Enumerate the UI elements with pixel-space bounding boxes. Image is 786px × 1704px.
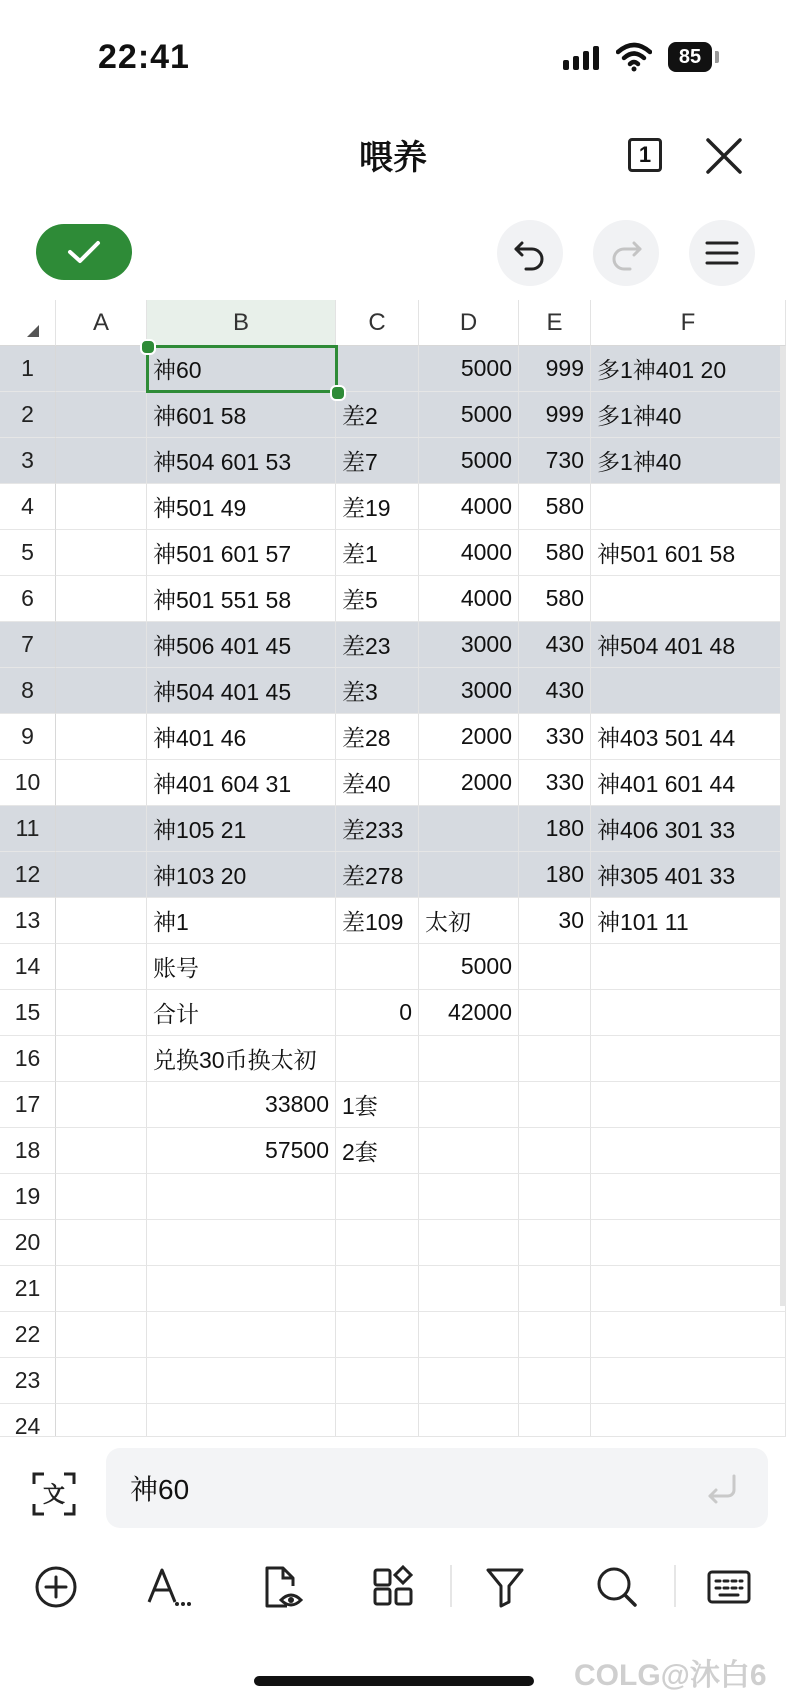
cell-text: 4000 xyxy=(460,493,512,519)
cell-E19[interactable] xyxy=(519,1174,591,1220)
cell-text: 神401 604 31 xyxy=(153,771,292,797)
cell-text: 580 xyxy=(545,539,584,565)
cell-D20[interactable] xyxy=(419,1220,519,1266)
cell-text: 账号 xyxy=(153,955,199,981)
cell-text: 差2 xyxy=(342,403,378,429)
column-header-B[interactable]: B xyxy=(147,300,336,346)
cell-E9[interactable] xyxy=(519,714,591,760)
cell-A2[interactable] xyxy=(56,392,147,438)
cell-A5[interactable] xyxy=(56,530,147,576)
cell-C19[interactable] xyxy=(336,1174,419,1220)
row-header-10[interactable]: 10 xyxy=(0,760,56,806)
tab-count-button[interactable]: 1 xyxy=(628,138,662,172)
row-header-13[interactable]: 13 xyxy=(0,898,56,944)
cell-E18[interactable] xyxy=(519,1128,591,1174)
search-icon xyxy=(595,1565,639,1609)
cell-C20[interactable] xyxy=(336,1220,419,1266)
cell-text: 999 xyxy=(545,355,584,381)
cell-text: 差233 xyxy=(342,817,404,843)
cell-F8[interactable] xyxy=(591,668,786,714)
search-button[interactable] xyxy=(590,1560,644,1614)
cell-text: 神506 401 45 xyxy=(153,633,292,659)
cell-text: 神601 58 xyxy=(153,403,247,429)
cell-F10[interactable] xyxy=(591,760,786,806)
cell-text: 430 xyxy=(545,631,584,657)
column-header-D[interactable]: D xyxy=(419,300,519,346)
cell-text: 差7 xyxy=(342,449,378,475)
cell-D23[interactable] xyxy=(419,1358,519,1404)
cell-D5[interactable] xyxy=(419,530,519,576)
cell-text: 5000 xyxy=(460,447,512,473)
watermark: COLG@沐白6 xyxy=(574,1659,767,1692)
cell-F17[interactable] xyxy=(591,1082,786,1128)
apps-button[interactable] xyxy=(366,1560,420,1614)
cell-A24[interactable] xyxy=(56,1404,147,1436)
cell-C10[interactable] xyxy=(336,760,419,806)
cell-text: 57500 xyxy=(265,1137,329,1163)
cell-E8[interactable] xyxy=(519,668,591,714)
hamburger-menu-icon xyxy=(705,239,739,267)
cell-text: 差1 xyxy=(342,541,378,567)
cell-C6[interactable] xyxy=(336,576,419,622)
insert-button[interactable] xyxy=(29,1560,83,1614)
vertical-scrollbar[interactable] xyxy=(780,346,786,1306)
cell-B21[interactable] xyxy=(147,1266,336,1312)
cell-text: 神501 49 xyxy=(153,495,247,521)
cell-D21[interactable] xyxy=(419,1266,519,1312)
cell-text: 999 xyxy=(545,401,584,427)
cell-B6[interactable] xyxy=(147,576,336,622)
battery-nub xyxy=(715,51,719,63)
cell-F5[interactable] xyxy=(591,530,786,576)
cell-text: 5000 xyxy=(460,355,512,381)
cell-C1[interactable] xyxy=(336,346,419,392)
cell-B14[interactable] xyxy=(147,944,336,990)
cell-text: 差19 xyxy=(342,495,391,521)
cell-C21[interactable] xyxy=(336,1266,419,1312)
cell-A13[interactable] xyxy=(56,898,147,944)
cell-D19[interactable] xyxy=(419,1174,519,1220)
cell-text: 430 xyxy=(545,677,584,703)
cell-E21[interactable] xyxy=(519,1266,591,1312)
cell-A12[interactable] xyxy=(56,852,147,898)
cell-A22[interactable] xyxy=(56,1312,147,1358)
cell-E13[interactable] xyxy=(519,898,591,944)
cell-text: 5000 xyxy=(460,953,512,979)
cell-A21[interactable] xyxy=(56,1266,147,1312)
row-header-16[interactable]: 16 xyxy=(0,1036,56,1082)
row-header-19[interactable]: 19 xyxy=(0,1174,56,1220)
cell-A19[interactable] xyxy=(56,1174,147,1220)
cell-E12[interactable] xyxy=(519,852,591,898)
cell-F22[interactable] xyxy=(591,1312,786,1358)
cell-B23[interactable] xyxy=(147,1358,336,1404)
cell-D12[interactable] xyxy=(419,852,519,898)
cell-D18[interactable] xyxy=(419,1128,519,1174)
text-recognition-icon[interactable] xyxy=(30,1470,78,1518)
cell-F2[interactable] xyxy=(591,392,786,438)
cell-B20[interactable] xyxy=(147,1220,336,1266)
row-header-2[interactable]: 2 xyxy=(0,392,56,438)
cell-text: 差23 xyxy=(342,633,391,659)
column-header-E[interactable]: E xyxy=(519,300,591,346)
battery-indicator: 85 xyxy=(668,42,712,72)
cell-B5[interactable] xyxy=(147,530,336,576)
cell-A6[interactable] xyxy=(56,576,147,622)
cell-text: 神406 301 33 xyxy=(597,817,736,843)
cell-F4[interactable] xyxy=(591,484,786,530)
toolbar-separator xyxy=(674,1565,676,1607)
row-header-14[interactable]: 14 xyxy=(0,944,56,990)
row-header-17[interactable]: 17 xyxy=(0,1082,56,1128)
cell-A11[interactable] xyxy=(56,806,147,852)
cell-F6[interactable] xyxy=(591,576,786,622)
cell-text: 多1神401 20 xyxy=(597,357,727,383)
cell-E17[interactable] xyxy=(519,1082,591,1128)
cell-E7[interactable] xyxy=(519,622,591,668)
row-header-21[interactable]: 21 xyxy=(0,1266,56,1312)
cell-D9[interactable] xyxy=(419,714,519,760)
cell-E23[interactable] xyxy=(519,1358,591,1404)
row-header-1[interactable]: 1 xyxy=(0,346,56,392)
document-title: 喂养 xyxy=(359,139,427,177)
cell-E20[interactable] xyxy=(519,1220,591,1266)
corner-triangle-icon xyxy=(25,323,41,339)
redo-button[interactable] xyxy=(593,220,659,286)
cell-E5[interactable] xyxy=(519,530,591,576)
cell-E4[interactable] xyxy=(519,484,591,530)
cell-E2[interactable] xyxy=(519,392,591,438)
cell-C9[interactable] xyxy=(336,714,419,760)
cell-B9[interactable] xyxy=(147,714,336,760)
cell-D3[interactable] xyxy=(419,438,519,484)
cell-text: 神504 401 45 xyxy=(153,679,292,705)
cell-A3[interactable] xyxy=(56,438,147,484)
status-time: 22:41 xyxy=(98,38,190,76)
cell-B24[interactable] xyxy=(147,1404,336,1436)
cell-D13[interactable] xyxy=(419,898,519,944)
cell-F15[interactable] xyxy=(591,990,786,1036)
cell-text: 0 xyxy=(399,999,412,1025)
text-format-icon xyxy=(145,1564,191,1610)
cell-text: 神305 401 33 xyxy=(597,863,736,889)
cell-A16[interactable] xyxy=(56,1036,147,1082)
cell-F14[interactable] xyxy=(591,944,786,990)
cell-text: 神401 601 44 xyxy=(597,771,736,797)
preview-button[interactable] xyxy=(256,1560,310,1614)
cell-C3[interactable] xyxy=(336,438,419,484)
cell-text: 180 xyxy=(545,815,584,841)
cell-text: 2套 xyxy=(342,1139,378,1165)
select-all-corner[interactable] xyxy=(0,300,56,346)
cell-C5[interactable] xyxy=(336,530,419,576)
cell-C12[interactable] xyxy=(336,852,419,898)
row-header-18[interactable]: 18 xyxy=(0,1128,56,1174)
cell-A9[interactable] xyxy=(56,714,147,760)
row-header-20[interactable]: 20 xyxy=(0,1220,56,1266)
cell-text: 合计 xyxy=(153,1001,199,1027)
cell-D11[interactable] xyxy=(419,806,519,852)
cell-text: 神501 601 57 xyxy=(153,541,292,567)
cell-text: 1套 xyxy=(342,1093,378,1119)
cell-B11[interactable] xyxy=(147,806,336,852)
formula-input[interactable]: 神60 xyxy=(106,1448,768,1528)
row-header-6[interactable]: 6 xyxy=(0,576,56,622)
cell-A7[interactable] xyxy=(56,622,147,668)
cell-F20[interactable] xyxy=(591,1220,786,1266)
cell-E1[interactable] xyxy=(519,346,591,392)
cell-A14[interactable] xyxy=(56,944,147,990)
cell-C22[interactable] xyxy=(336,1312,419,1358)
cell-A20[interactable] xyxy=(56,1220,147,1266)
cell-C15[interactable] xyxy=(336,990,419,1036)
cell-D4[interactable] xyxy=(419,484,519,530)
cell-B22[interactable] xyxy=(147,1312,336,1358)
filter-icon xyxy=(484,1566,526,1608)
add-circle-icon xyxy=(34,1565,78,1609)
selected-cell-B1[interactable] xyxy=(146,345,338,393)
row-header-5[interactable]: 5 xyxy=(0,530,56,576)
column-header-F[interactable]: F xyxy=(591,300,786,346)
cell-B8[interactable] xyxy=(147,668,336,714)
cell-text: 差3 xyxy=(342,679,378,705)
cell-C11[interactable] xyxy=(336,806,419,852)
cell-text: 180 xyxy=(545,861,584,887)
cell-A1[interactable] xyxy=(56,346,147,392)
cell-D22[interactable] xyxy=(419,1312,519,1358)
cell-F13[interactable] xyxy=(591,898,786,944)
cell-A23[interactable] xyxy=(56,1358,147,1404)
cell-D1[interactable] xyxy=(419,346,519,392)
cell-text: 神501 601 58 xyxy=(597,541,736,567)
cell-E24[interactable] xyxy=(519,1404,591,1436)
status-bar xyxy=(0,0,786,110)
cell-text: 神103 20 xyxy=(153,863,247,889)
cell-C7[interactable] xyxy=(336,622,419,668)
cell-D16[interactable] xyxy=(419,1036,519,1082)
cell-text: 神504 601 53 xyxy=(153,449,292,475)
cell-text: 神504 401 48 xyxy=(597,633,736,659)
cell-F18[interactable] xyxy=(591,1128,786,1174)
row-header-11[interactable]: 11 xyxy=(0,806,56,852)
check-icon xyxy=(66,238,102,266)
filter-button[interactable] xyxy=(478,1560,532,1614)
cell-E16[interactable] xyxy=(519,1036,591,1082)
cell-text: 神1 xyxy=(153,909,189,935)
cell-E22[interactable] xyxy=(519,1312,591,1358)
cell-text: 42000 xyxy=(448,999,512,1025)
cell-D8[interactable] xyxy=(419,668,519,714)
cell-text: 差5 xyxy=(342,587,378,613)
row-header-22[interactable]: 22 xyxy=(0,1312,56,1358)
column-header-A[interactable]: A xyxy=(56,300,147,346)
cell-E3[interactable] xyxy=(519,438,591,484)
cell-text: 30 xyxy=(558,907,584,933)
cell-text: 330 xyxy=(545,723,584,749)
cell-A4[interactable] xyxy=(56,484,147,530)
selection-handle-top-left[interactable] xyxy=(140,339,156,355)
cell-E10[interactable] xyxy=(519,760,591,806)
cell-F1[interactable] xyxy=(591,346,786,392)
cell-text: 太初 xyxy=(425,909,471,935)
cell-F21[interactable] xyxy=(591,1266,786,1312)
cell-text: 580 xyxy=(545,493,584,519)
redo-icon xyxy=(608,235,644,271)
cell-F12[interactable] xyxy=(591,852,786,898)
cell-D24[interactable] xyxy=(419,1404,519,1436)
cell-text: 差278 xyxy=(342,863,404,889)
cell-E14[interactable] xyxy=(519,944,591,990)
doc-preview-icon xyxy=(261,1564,305,1610)
row-header-23[interactable]: 23 xyxy=(0,1358,56,1404)
cell-text: 5000 xyxy=(460,401,512,427)
column-header-C[interactable]: C xyxy=(336,300,419,346)
cell-E15[interactable] xyxy=(519,990,591,1036)
row-header-7[interactable]: 7 xyxy=(0,622,56,668)
cell-F19[interactable] xyxy=(591,1174,786,1220)
cell-B17[interactable] xyxy=(147,1082,336,1128)
row-header-24[interactable]: 24 xyxy=(0,1404,56,1436)
cell-B18[interactable] xyxy=(147,1128,336,1174)
menu-button[interactable] xyxy=(689,220,755,286)
cell-A10[interactable] xyxy=(56,760,147,806)
cell-F7[interactable] xyxy=(591,622,786,668)
cell-text: 差109 xyxy=(342,909,404,935)
cell-D2[interactable] xyxy=(419,392,519,438)
cell-D6[interactable] xyxy=(419,576,519,622)
cell-C18[interactable] xyxy=(336,1128,419,1174)
cell-B7[interactable] xyxy=(147,622,336,668)
cell-D10[interactable] xyxy=(419,760,519,806)
confirm-button[interactable] xyxy=(36,224,132,280)
cell-C2[interactable] xyxy=(336,392,419,438)
cellular-signal-icon xyxy=(563,46,603,70)
row-header-15[interactable]: 15 xyxy=(0,990,56,1036)
cell-text: 兑换30币换太初 xyxy=(153,1047,317,1073)
cell-F23[interactable] xyxy=(591,1358,786,1404)
cell-text: 3000 xyxy=(460,631,512,657)
cell-text: 神403 501 44 xyxy=(597,725,736,751)
cell-text: 4000 xyxy=(460,585,512,611)
row-header-3[interactable]: 3 xyxy=(0,438,56,484)
cell-D17[interactable] xyxy=(419,1082,519,1128)
cell-F24[interactable] xyxy=(591,1404,786,1436)
text-format-button[interactable] xyxy=(141,1560,195,1614)
cell-F11[interactable] xyxy=(591,806,786,852)
cell-C13[interactable] xyxy=(336,898,419,944)
cell-text: 3000 xyxy=(460,677,512,703)
cell-D15[interactable] xyxy=(419,990,519,1036)
cell-B3[interactable] xyxy=(147,438,336,484)
cell-text: 33800 xyxy=(265,1091,329,1117)
enter-icon[interactable] xyxy=(704,1472,742,1508)
cell-E6[interactable] xyxy=(519,576,591,622)
keyboard-button[interactable] xyxy=(702,1560,756,1614)
cell-C16[interactable] xyxy=(336,1036,419,1082)
cell-text: 神401 46 xyxy=(153,725,247,751)
cell-text: 730 xyxy=(545,447,584,473)
cell-B12[interactable] xyxy=(147,852,336,898)
cell-C17[interactable] xyxy=(336,1082,419,1128)
toolbar-separator xyxy=(450,1565,452,1607)
cell-text: 差28 xyxy=(342,725,391,751)
wifi-icon xyxy=(616,42,652,72)
cell-A15[interactable] xyxy=(56,990,147,1036)
cell-F16[interactable] xyxy=(591,1036,786,1082)
cell-C4[interactable] xyxy=(336,484,419,530)
cell-text: 神105 21 xyxy=(153,817,247,843)
cell-B10[interactable] xyxy=(147,760,336,806)
row-header-8[interactable]: 8 xyxy=(0,668,56,714)
cell-text: 580 xyxy=(545,585,584,611)
cell-text: 神60 xyxy=(153,357,202,383)
home-indicator[interactable] xyxy=(254,1676,534,1686)
cell-A17[interactable] xyxy=(56,1082,147,1128)
cell-B19[interactable] xyxy=(147,1174,336,1220)
cell-C8[interactable] xyxy=(336,668,419,714)
cell-A18[interactable] xyxy=(56,1128,147,1174)
cell-D7[interactable] xyxy=(419,622,519,668)
cell-text: 多1神40 xyxy=(597,449,682,475)
cell-text: 神101 11 xyxy=(597,909,689,935)
cell-text: 2000 xyxy=(460,769,512,795)
cell-text: 2000 xyxy=(460,723,512,749)
cell-B4[interactable] xyxy=(147,484,336,530)
cell-C24[interactable] xyxy=(336,1404,419,1436)
row-header-12[interactable]: 12 xyxy=(0,852,56,898)
cell-text: 差40 xyxy=(342,771,391,797)
cell-D14[interactable] xyxy=(419,944,519,990)
apps-icon xyxy=(371,1565,415,1609)
cell-text: 多1神40 xyxy=(597,403,682,429)
cell-F3[interactable] xyxy=(591,438,786,484)
cell-text: 神501 551 58 xyxy=(153,587,292,613)
cell-E11[interactable] xyxy=(519,806,591,852)
svg-text:文: 文 xyxy=(42,1483,66,1508)
selection-handle-bottom-right[interactable] xyxy=(330,385,346,401)
cell-C14[interactable] xyxy=(336,944,419,990)
cell-C23[interactable] xyxy=(336,1358,419,1404)
row-header-4[interactable]: 4 xyxy=(0,484,56,530)
cell-F9[interactable] xyxy=(591,714,786,760)
cell-B15[interactable] xyxy=(147,990,336,1036)
cell-text: 4000 xyxy=(460,539,512,565)
cell-B16[interactable] xyxy=(147,1036,336,1082)
cell-A8[interactable] xyxy=(56,668,147,714)
undo-icon xyxy=(512,235,548,271)
close-icon[interactable] xyxy=(704,136,744,176)
cell-B2[interactable] xyxy=(147,392,336,438)
cell-text: 330 xyxy=(545,769,584,795)
spreadsheet-grid[interactable] xyxy=(0,300,786,1436)
undo-button[interactable] xyxy=(497,220,563,286)
keyboard-icon xyxy=(706,1569,752,1605)
cell-B13[interactable] xyxy=(147,898,336,944)
row-header-9[interactable]: 9 xyxy=(0,714,56,760)
